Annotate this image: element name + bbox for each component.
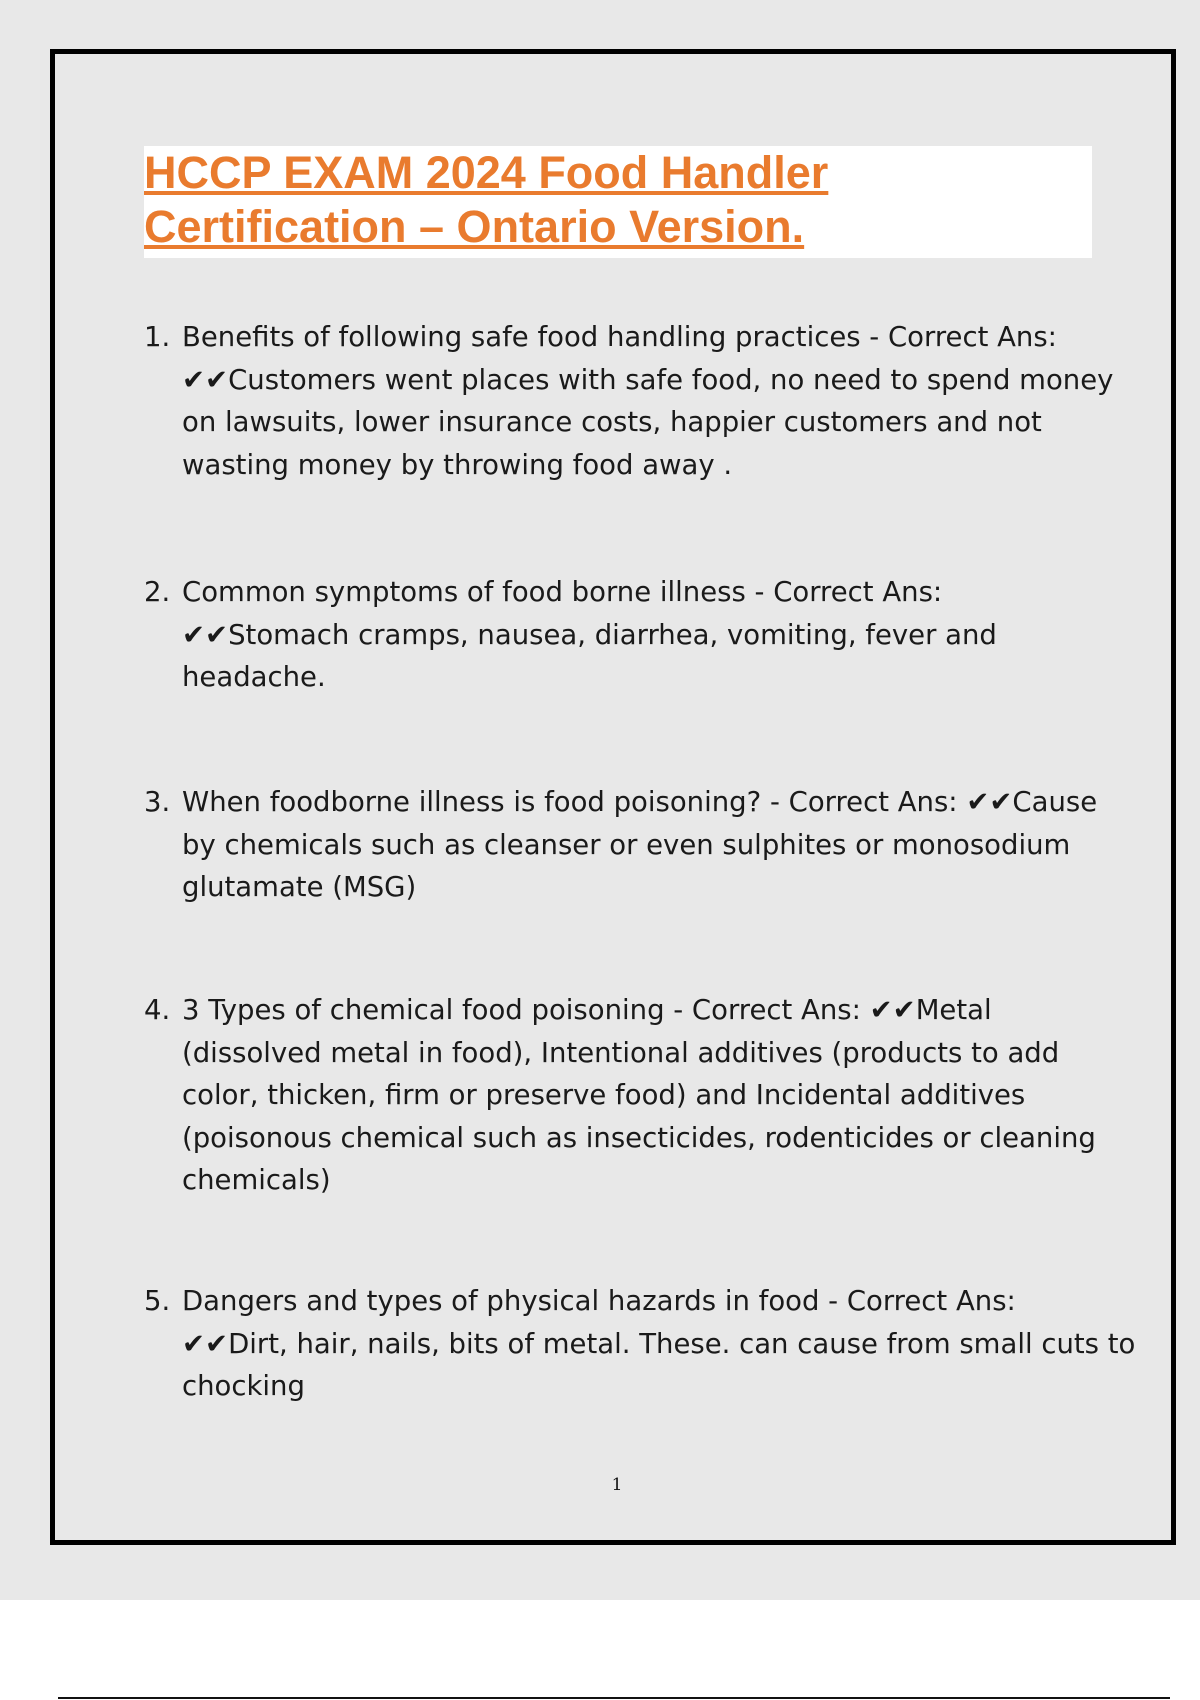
question-text [182, 571, 1104, 699]
question-line: ✔✔Dirt, hair, nails, bits of metal. These. can cause from small cuts to [182, 1327, 1136, 1360]
question-line: 3 Types of chemical food poisoning - Correct Ans: ✔✔Metal [182, 994, 992, 1026]
question-line: Dangers and types of physical hazards in food - Correct Ans: [182, 1285, 1016, 1317]
question-line: wasting money by throwing food away . [182, 448, 733, 481]
question-item-4 [144, 989, 1104, 1202]
question-line: (poisonous chemical such as insecticides, rodenticides or cleaning [182, 1121, 1096, 1154]
question-line: by chemicals such as cleanser or even sulphites or monosodium [182, 828, 1071, 861]
question-number: 3. [144, 786, 171, 818]
question-item-1 [144, 316, 1114, 486]
question-number: 2. [144, 576, 171, 608]
question-line: headache. [182, 661, 326, 693]
page-divider [58, 1697, 1170, 1699]
question-number: 5. [144, 1285, 171, 1317]
question-line: When foodborne illness is food poisoning? - Correct Ans: ✔✔Cause [182, 786, 1098, 818]
question-line: ✔✔Customers went places with safe food, no need to spend money [182, 363, 1114, 396]
question-text [182, 316, 1114, 486]
title-line-2: Certification – Ontario Version. [144, 201, 805, 252]
question-item-3 [144, 781, 1104, 909]
question-line: glutamate (MSG) [182, 871, 417, 903]
page-number: 1 [611, 1475, 623, 1495]
question-text [182, 989, 1104, 1202]
question-number: 4. [144, 994, 171, 1026]
document-title [144, 146, 1092, 254]
question-item-2 [144, 571, 1104, 699]
question-line: chocking [182, 1370, 305, 1402]
question-line: color, thicken, firm or preserve food) and Incidental additives [182, 1079, 1026, 1111]
question-line: Common symptoms of food borne illness - Correct Ans: [182, 576, 943, 608]
question-line: ✔✔Stomach cramps, nausea, diarrhea, vomiting, fever and [182, 618, 997, 651]
question-line: on lawsuits, lower insurance costs, happier customers and not [182, 406, 1042, 438]
question-line: chemicals) [182, 1164, 331, 1196]
question-item-5 [144, 1280, 1136, 1408]
question-number: 1. [144, 321, 171, 353]
question-line: (dissolved metal in food), Intentional additives (products to add [182, 1036, 1060, 1069]
question-text [182, 1280, 1136, 1408]
title-line-1: HCCP EXAM 2024 Food Handler [144, 147, 829, 198]
question-text [182, 781, 1104, 909]
document-title-box [144, 146, 1092, 258]
question-line: Benefits of following safe food handling practices - Correct Ans: [182, 321, 1057, 353]
